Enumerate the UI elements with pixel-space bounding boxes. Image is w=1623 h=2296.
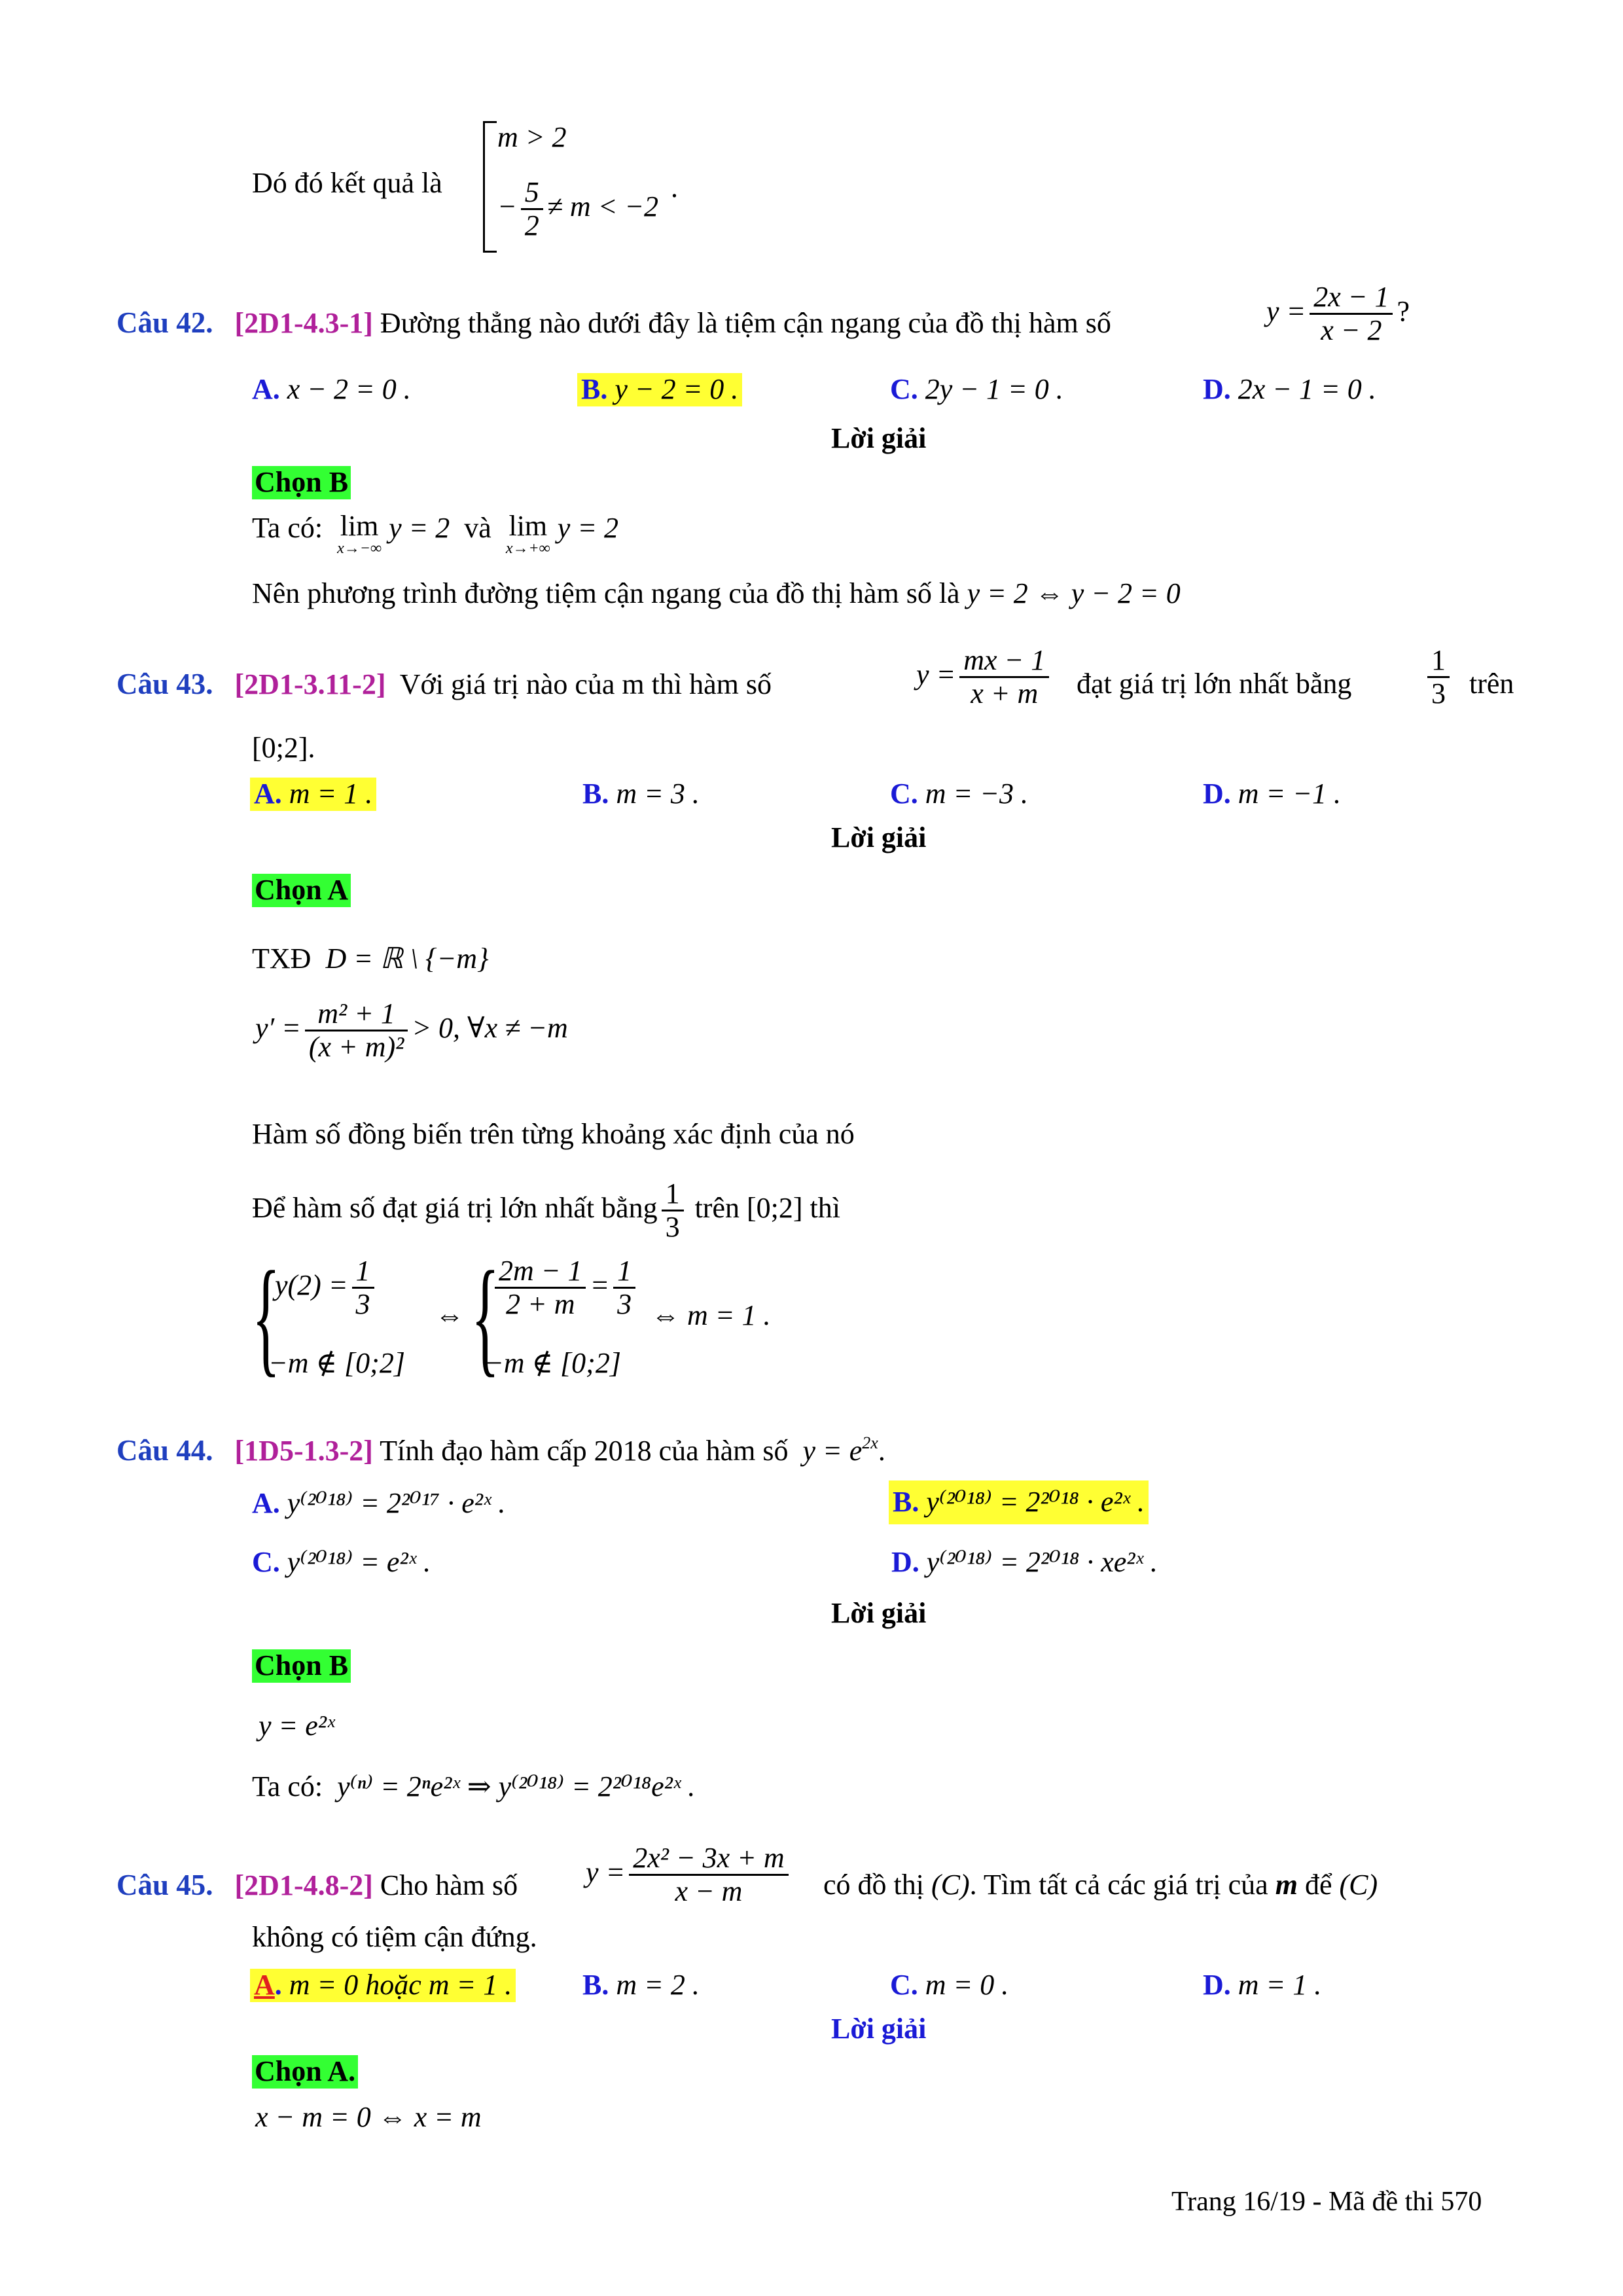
intro-case-2: − $\frac{5}{2}$ ≠ m < −2	[497, 176, 659, 242]
q43-option-c[interactable]: C. m = −3 .	[890, 778, 1028, 810]
q45-chon: Chọn A.	[252, 2055, 358, 2089]
q44-option-b[interactable]: B. y⁽²⁰¹⁸⁾ = 2²⁰¹⁸ · e²ˣ .	[889, 1480, 1149, 1524]
q43-option-d[interactable]: D. m = −1 .	[1203, 778, 1341, 810]
q45-line1: x − m = 0 ⇔ x = m	[255, 2101, 482, 2133]
q45-option-b[interactable]: B. m = 2 .	[582, 1969, 700, 2001]
q42-option-b[interactable]: B. y − 2 = 0 .	[577, 373, 742, 406]
intro-case-1: m > 2	[497, 121, 567, 153]
q42-loigiai: Lời giải	[831, 422, 927, 454]
q43-result: ⇔ m = 1 .	[651, 1299, 771, 1331]
q44-option-c[interactable]: C. y⁽²⁰¹⁸⁾ = e²ˣ .	[252, 1546, 431, 1578]
q43-sys1-eq1: y(2) = $\frac{1}{3}$	[275, 1255, 378, 1321]
q45-text2: có đồ thị (C). Tìm tất cả các giá trị của m để (C)	[823, 1869, 1378, 1901]
intro-dot: .	[671, 171, 678, 204]
q43-condition: Để hàm số đạt giá trị lớn nhất bằng $\frac{1}{3}$ trên [0;2] thì	[252, 1177, 840, 1244]
q42-header: Câu 42. [2D1-4.3-1] Đường thẳng nào dưới đây là tiệm cận ngang của đồ thị hàm số	[116, 306, 1111, 339]
q42-function: y = $\frac{2x - 1}{x - 2}$ ?	[1266, 281, 1410, 347]
q44-option-a[interactable]: A. y⁽²⁰¹⁸⁾ = 2²⁰¹⁷ · e²ˣ .	[252, 1487, 506, 1519]
q43-monotone: Hàm số đồng biến trên từng khoảng xác định của nó	[252, 1118, 855, 1150]
intro-text: Dó đó kết quả là	[252, 167, 442, 199]
q43-option-a[interactable]: A. m = 1 .	[250, 778, 376, 811]
q43-txd: TXĐ D = ℝ \ {−m}	[252, 942, 489, 975]
q43-half: $\frac{1}{3}$	[1423, 645, 1454, 710]
q42-limits: Ta có: lim x→−∞ y = 2 và lim x→+∞ y = 2	[252, 510, 619, 557]
brace-left-1: {	[252, 1246, 281, 1389]
q44-option-d[interactable]: D. y⁽²⁰¹⁸⁾ = 2²⁰¹⁸ · xe²ˣ .	[891, 1546, 1158, 1578]
q43-interval: [0;2].	[252, 732, 315, 764]
q43-option-b[interactable]: B. m = 3 .	[582, 778, 700, 810]
brace-left-2: {	[471, 1246, 500, 1389]
q43-loigiai: Lời giải	[831, 821, 927, 853]
q45-function: y = $\frac{\text{2x² − 3x + m}}{x - m}$	[586, 1842, 793, 1908]
q44-line1: y = e²ˣ	[259, 1710, 335, 1742]
q43-tren: trên	[1469, 668, 1514, 700]
q43-sys1-eq2: −m ∉ [0;2]	[268, 1347, 405, 1379]
q42-conclusion: Nên phương trình đường tiệm cận ngang của đồ thị hàm số là y = 2 ⇔ y − 2 = 0	[252, 577, 1181, 609]
q45-option-d[interactable]: D. m = 1 .	[1203, 1969, 1322, 2001]
q42-chon: Chọn B	[252, 466, 351, 499]
q42-option-c[interactable]: C. 2y − 1 = 0 .	[890, 373, 1063, 405]
q43-derivative: y′ = $\frac{\text{m² + 1}}{\text{(x + m)²}}$ > 0, ∀x ≠ −m	[255, 997, 568, 1064]
q42-option-d[interactable]: D. 2x − 1 = 0 .	[1203, 373, 1376, 405]
q43-sys2-eq1: $\frac{2m - 1}{2 + m}$ = $\frac{1}{3}$	[491, 1255, 639, 1321]
q43-header: Câu 43. [2D1-3.11-2] Với giá trị nào của m thì hàm số	[116, 668, 772, 700]
q43-sys2-eq2: −m ∉ [0;2]	[484, 1347, 621, 1379]
q45-loigiai: Lời giải	[831, 2013, 927, 2045]
q45-option-c[interactable]: C. m = 0 .	[890, 1969, 1009, 2001]
q43-iff: ⇔	[435, 1299, 464, 1331]
q44-chon: Chọn B	[252, 1649, 351, 1683]
q43-text2: đạt giá trị lớn nhất bằng	[1077, 668, 1352, 700]
page-footer: Trang 16/19 - Mã đề thi 570	[1171, 2187, 1482, 2217]
q43-function: y = $\frac{mx - 1}{x + m}$	[916, 645, 1053, 710]
q45-header: Câu 45. [2D1-4.8-2] Cho hàm số	[116, 1869, 518, 1901]
q42-option-a[interactable]: A. x − 2 = 0 .	[252, 373, 411, 405]
bracket	[483, 121, 497, 253]
q43-chon: Chọn A	[252, 874, 351, 907]
q45-option-a[interactable]: A. m = 0 hoặc m = 1 .	[250, 1969, 516, 2002]
q44-header: Câu 44. [1D5-1.3-2] Tính đạo hàm cấp 2018 của hàm số $y = e^{2x}$.	[116, 1433, 885, 1467]
q45-line2: không có tiệm cận đứng.	[252, 1921, 537, 1953]
q44-loigiai: Lời giải	[831, 1597, 927, 1629]
q44-line2: Ta có: y⁽ⁿ⁾ = 2ⁿe²ˣ ⇒ y⁽²⁰¹⁸⁾ = 2²⁰¹⁸e²ˣ .	[252, 1770, 696, 1803]
